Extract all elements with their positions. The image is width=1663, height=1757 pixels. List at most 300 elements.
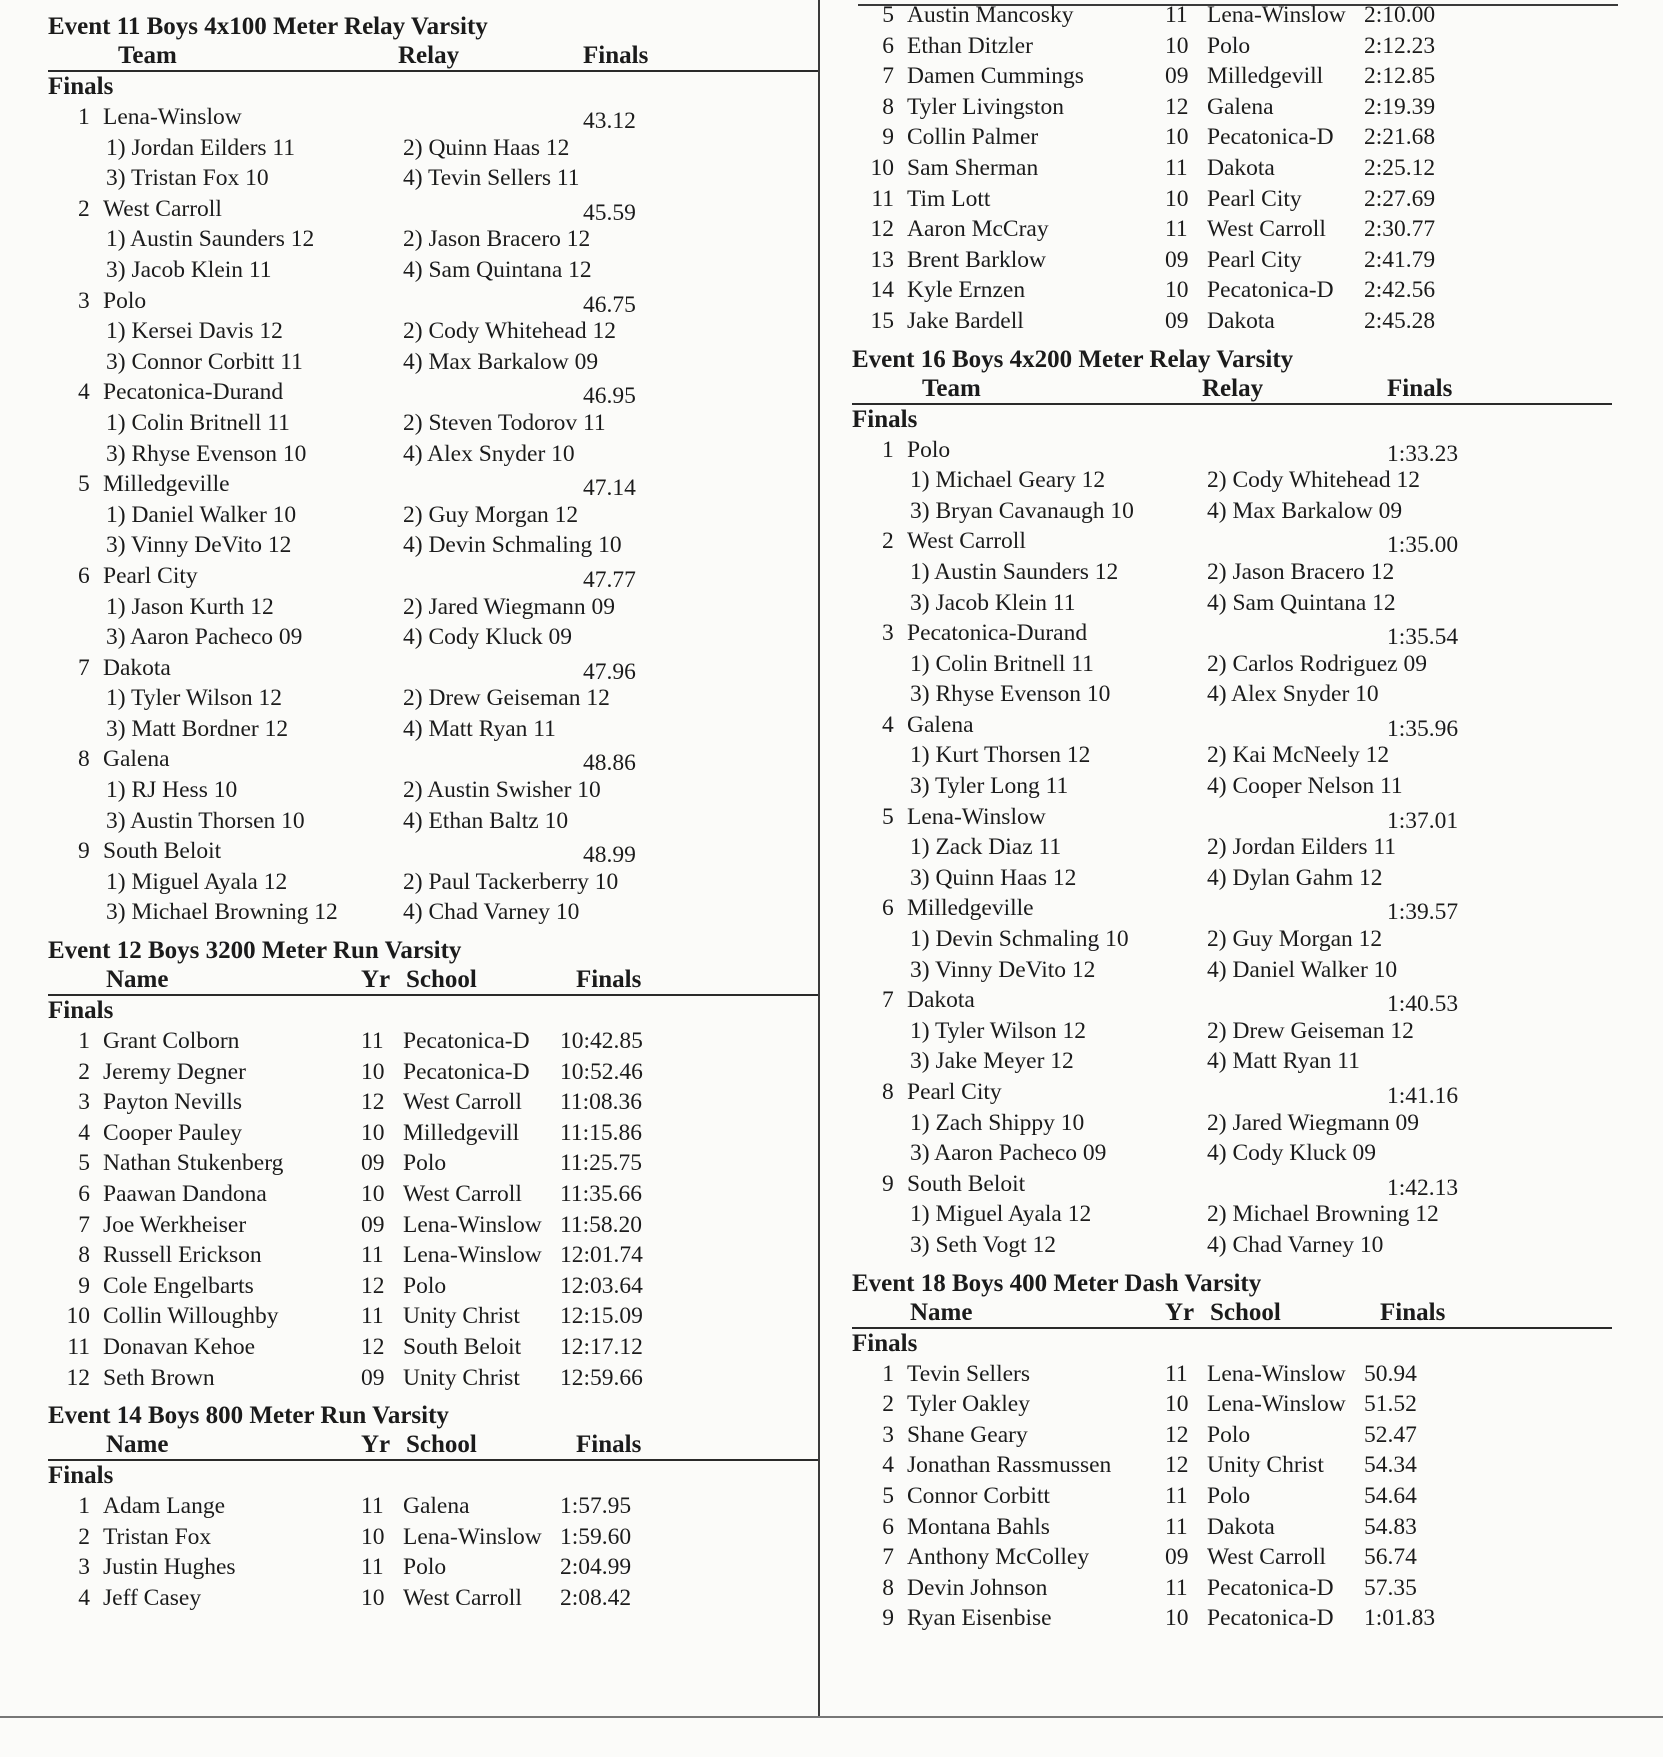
team-row: [48, 561, 818, 592]
relay-leg: 1) Jason Kurth 12: [106, 593, 274, 620]
school: West Carroll: [1207, 216, 1326, 243]
result-row: [48, 1057, 818, 1088]
bottom-rule: [0, 1716, 1663, 1718]
header-finals: Finals: [576, 1431, 642, 1459]
result-row: [852, 275, 1612, 306]
relay-leg: 2) Jared Wiegmann 09: [403, 593, 616, 620]
athlete-name: Brent Barklow: [907, 246, 1047, 273]
place: 3: [78, 1554, 90, 1581]
school: Dakota: [1207, 1513, 1275, 1540]
team-name: Galena: [103, 746, 170, 773]
athlete-name: Tevin Sellers: [907, 1360, 1031, 1387]
result-row: [48, 1583, 818, 1614]
team-name: Lena-Winslow: [907, 803, 1046, 830]
athlete-year: 10: [361, 1584, 385, 1611]
school: Lena-Winslow: [403, 1523, 542, 1550]
relay-leg: 2) Carlos Rodriguez 09: [1207, 650, 1427, 677]
relay-legs-row: [48, 500, 818, 531]
result-row: [852, 153, 1612, 184]
relay-leg: 2) Drew Geiseman 12: [1207, 1017, 1414, 1044]
relay-leg: 4) Cody Kluck 09: [1207, 1140, 1377, 1167]
finals-time: 56.74: [1364, 1544, 1417, 1571]
place: 1: [882, 436, 894, 463]
relay-leg: 2) Austin Swisher 10: [403, 777, 601, 804]
place: 7: [78, 1211, 90, 1238]
finals-time: 50.94: [1364, 1360, 1417, 1387]
school: West Carroll: [403, 1584, 522, 1611]
place: 3: [882, 1421, 894, 1448]
athlete-year: 12: [1165, 1452, 1189, 1479]
team-name: Polo: [103, 287, 147, 314]
place: 3: [78, 1089, 90, 1116]
athlete-name: Justin Hughes: [103, 1554, 236, 1581]
event-section: [852, 0, 1612, 337]
column-header-row: [48, 966, 818, 996]
athlete-name: Joe Werkheiser: [103, 1211, 247, 1238]
athlete-name: Tyler Oakley: [907, 1391, 1030, 1418]
header-relay: Relay: [398, 42, 460, 69]
right-column: [852, 0, 1612, 1642]
header-team: Team: [118, 42, 177, 69]
relay-legs-row: [852, 1016, 1612, 1047]
team-name: Milledgeville: [907, 895, 1034, 922]
athlete-year: 12: [361, 1333, 385, 1360]
finals-time: 51.52: [1364, 1391, 1417, 1418]
athlete-year: 11: [1165, 1482, 1188, 1509]
relay-leg: 3) Vinny DeVito 12: [106, 532, 292, 559]
athlete-name: Adam Lange: [103, 1493, 226, 1520]
team-name: West Carroll: [103, 195, 222, 222]
result-row: [48, 1210, 818, 1241]
athlete-year: 10: [361, 1181, 385, 1207]
team-name: Dakota: [907, 987, 975, 1014]
place: 2: [882, 528, 894, 555]
school: Pecatonica-D: [1207, 124, 1334, 151]
relay-leg: 4) Chad Varney 10: [1207, 1231, 1384, 1258]
athlete-name: Devin Johnson: [907, 1574, 1048, 1601]
relay-legs-row: [48, 867, 818, 898]
relay-leg: 1) Colin Britnell 11: [910, 650, 1094, 677]
relay-legs-row: [48, 408, 818, 439]
athlete-name: Shane Geary: [907, 1421, 1028, 1448]
team-row: [48, 377, 818, 408]
athlete-year: 12: [361, 1089, 385, 1116]
relay-leg: 4) Sam Quintana 12: [1207, 589, 1396, 616]
relay-legs-row: [48, 622, 818, 653]
school: Polo: [403, 1150, 447, 1177]
school: Unity Christ: [1207, 1452, 1324, 1479]
relay-legs-row: [852, 1108, 1612, 1139]
place: 8: [882, 93, 894, 120]
athlete-name: Cooper Pauley: [103, 1119, 243, 1146]
school: Pecatonica-D: [1207, 277, 1334, 304]
relay-leg: 4) Chad Varney 10: [403, 899, 580, 926]
result-row: [852, 184, 1612, 215]
school: Galena: [403, 1493, 470, 1520]
relay-time: 1:35.54: [1387, 624, 1459, 651]
place: 5: [882, 2, 894, 28]
column-header-row: [48, 42, 818, 72]
athlete-name: Ethan Ditzler: [907, 32, 1033, 59]
relay-leg: 3) Vinny DeVito 12: [910, 956, 1096, 983]
place: 13: [870, 246, 894, 273]
result-row: [48, 1301, 818, 1332]
left-column: [48, 0, 818, 1622]
athlete-year: 11: [1165, 1360, 1188, 1387]
athlete-year: 11: [1165, 154, 1188, 181]
athlete-name: Anthony McColley: [907, 1544, 1090, 1571]
relay-leg: 3) Jacob Klein 11: [106, 256, 272, 283]
result-row: [852, 1359, 1612, 1390]
place: 5: [882, 1482, 894, 1509]
school: Pecatonica-D: [403, 1058, 530, 1085]
finals-time: 2:21.68: [1364, 124, 1436, 151]
relay-leg: 4) Cooper Nelson 11: [1207, 773, 1403, 800]
place: 7: [882, 987, 894, 1014]
place: 9: [78, 1272, 90, 1299]
relay-leg: 1) RJ Hess 10: [106, 777, 238, 804]
school: West Carroll: [1207, 1544, 1326, 1571]
athlete-year: 09: [1165, 246, 1189, 273]
relay-legs-row: [852, 955, 1612, 986]
finals-time: 2:04.99: [560, 1554, 632, 1581]
relay-leg: 3) Austin Thorsen 10: [106, 807, 305, 834]
event-section: [48, 1401, 818, 1613]
header-finals: Finals: [1387, 374, 1453, 402]
athlete-name: Aaron McCray: [907, 216, 1049, 243]
place: 6: [78, 562, 90, 589]
column-header-row: [48, 1431, 818, 1461]
column-divider: [818, 0, 820, 1718]
relay-time: 46.95: [583, 383, 636, 410]
relay-legs-row: [852, 1230, 1612, 1261]
athlete-year: 11: [1165, 2, 1188, 28]
team-row: [48, 194, 818, 225]
athlete-name: Jonathan Rassmussen: [907, 1452, 1112, 1479]
athlete-year: 10: [1165, 124, 1189, 151]
relay-leg: 4) Max Barkalow 09: [1207, 497, 1403, 524]
finals-time: 2:08.42: [560, 1584, 632, 1611]
result-row: [852, 214, 1612, 245]
relay-leg: 3) Bryan Cavanaugh 10: [910, 497, 1134, 524]
relay-legs-row: [48, 806, 818, 837]
school: Dakota: [1207, 307, 1275, 334]
finals-time: 2:12.23: [1364, 32, 1436, 59]
column-header-row: [852, 1299, 1612, 1329]
relay-leg: 1) Austin Saunders 12: [106, 226, 315, 253]
finals-time: 2:25.12: [1364, 154, 1436, 181]
team-name: Milledgeville: [103, 471, 230, 498]
header-finals: Finals: [583, 42, 649, 69]
relay-leg: 1) Michael Geary 12: [910, 467, 1106, 494]
athlete-name: Jeremy Degner: [103, 1058, 246, 1085]
finals-time: 11:25.75: [560, 1150, 643, 1177]
place: 12: [870, 216, 894, 243]
relay-time: 1:35.00: [1387, 532, 1459, 559]
athlete-year: 10: [361, 1119, 385, 1146]
header-yr: Yr: [1165, 1298, 1195, 1326]
result-row: [852, 1389, 1612, 1420]
athlete-year: 09: [1165, 63, 1189, 90]
relay-legs-row: [48, 897, 818, 928]
athlete-name: Paawan Dandona: [103, 1181, 267, 1207]
relay-leg: 4) Dylan Gahm 12: [1207, 864, 1383, 891]
relay-leg: 1) Colin Britnell 11: [106, 409, 290, 436]
relay-leg: 3) Jake Meyer 12: [910, 1048, 1074, 1075]
result-row: [852, 31, 1612, 62]
relay-legs-row: [48, 224, 818, 255]
finals-time: 10:52.46: [560, 1058, 643, 1085]
place: 1: [78, 1493, 90, 1520]
header-finals: Finals: [576, 966, 642, 994]
athlete-year: 09: [1165, 1544, 1189, 1571]
finals-time: 2:19.39: [1364, 93, 1436, 120]
team-row: [48, 469, 818, 500]
athlete-name: Collin Palmer: [907, 124, 1039, 151]
relay-leg: 2) Kai McNeely 12: [1207, 742, 1390, 769]
place: 10: [66, 1303, 90, 1330]
relay-legs-row: [48, 592, 818, 623]
athlete-year: 09: [361, 1150, 385, 1177]
result-row: [852, 306, 1612, 337]
relay-leg: 2) Jared Wiegmann 09: [1207, 1109, 1420, 1136]
team-row: [48, 102, 818, 133]
team-name: Pearl City: [907, 1079, 1002, 1105]
finals-label: Finals: [852, 1329, 918, 1357]
result-row: [852, 92, 1612, 123]
team-name: Dakota: [103, 654, 171, 681]
relay-legs-row: [48, 439, 818, 470]
place: 7: [78, 654, 90, 681]
school: Pearl City: [1207, 185, 1302, 212]
athlete-year: 09: [1165, 307, 1189, 334]
athlete-year: 12: [361, 1272, 385, 1299]
relay-leg: 3) Rhyse Evenson 10: [106, 440, 307, 467]
relay-leg: 1) Devin Schmaling 10: [910, 926, 1129, 953]
event-title: Event 18 Boys 400 Meter Dash Varsity: [852, 1269, 1262, 1297]
school: Lena-Winslow: [403, 1211, 542, 1238]
place: 11: [871, 185, 894, 212]
finals-time: 1:59.60: [560, 1523, 632, 1550]
relay-leg: 3) Michael Browning 12: [106, 899, 338, 926]
place: 9: [882, 1170, 894, 1197]
place: 6: [882, 895, 894, 922]
relay-leg: 3) Tyler Long 11: [910, 773, 1069, 800]
relay-legs-row: [852, 1046, 1612, 1077]
place: 4: [78, 379, 90, 406]
header-name: Name: [910, 1298, 973, 1326]
result-row: [852, 1512, 1612, 1543]
team-row: [852, 802, 1612, 833]
relay-leg: 4) Matt Ryan 11: [1207, 1048, 1360, 1075]
finals-time: 10:42.85: [560, 1028, 643, 1055]
relay-leg: 3) Jacob Klein 11: [910, 589, 1076, 616]
relay-leg: 1) Tyler Wilson 12: [910, 1017, 1087, 1044]
relay-leg: 2) Guy Morgan 12: [403, 501, 579, 528]
school: Lena-Winslow: [1207, 1360, 1346, 1387]
athlete-year: 09: [361, 1211, 385, 1238]
place: 15: [870, 307, 894, 334]
place: 5: [78, 1150, 90, 1177]
relay-legs-row: [48, 316, 818, 347]
finals-time: 11:35.66: [560, 1181, 643, 1207]
relay-leg: 1) Kurt Thorsen 12: [910, 742, 1091, 769]
athlete-name: Jake Bardell: [907, 307, 1024, 334]
team-row: [852, 526, 1612, 557]
school: Polo: [1207, 1421, 1251, 1448]
finals-time: 54.34: [1364, 1452, 1417, 1479]
athlete-name: Montana Bahls: [907, 1513, 1050, 1540]
relay-leg: 1) Zack Diaz 11: [910, 834, 1062, 861]
school: Unity Christ: [403, 1364, 520, 1391]
athlete-name: Tyler Livingston: [907, 93, 1064, 120]
athlete-year: 12: [1165, 93, 1189, 120]
place: 9: [882, 124, 894, 151]
finals-time: 2:41.79: [1364, 246, 1436, 273]
result-row: [48, 1240, 818, 1271]
finals-time: 2:12.85: [1364, 63, 1436, 90]
header-school: School: [406, 966, 477, 994]
place: 5: [882, 803, 894, 830]
school: Pecatonica-D: [1207, 1574, 1334, 1601]
finals-time: 11:08.36: [560, 1089, 643, 1116]
team-name: Pecatonica-Durand: [907, 620, 1088, 647]
team-row: [48, 286, 818, 317]
relay-time: 47.96: [583, 658, 636, 685]
place: 10: [870, 154, 894, 181]
relay-leg: 2) Jordan Eilders 11: [1207, 834, 1397, 861]
athlete-name: Kyle Ernzen: [907, 277, 1026, 304]
place: 4: [78, 1584, 90, 1611]
result-row: [852, 122, 1612, 153]
relay-leg: 3) Seth Vogt 12: [910, 1231, 1057, 1258]
place: 1: [882, 1360, 894, 1387]
result-row: [852, 1603, 1612, 1634]
school: West Carroll: [403, 1181, 522, 1207]
result-row: [852, 1542, 1612, 1573]
relay-leg: 1) Zach Shippy 10: [910, 1109, 1085, 1136]
team-name: Galena: [907, 711, 974, 738]
school: Pecatonica-D: [1207, 1605, 1334, 1632]
relay-legs-row: [852, 863, 1612, 894]
finals-time: 2:45.28: [1364, 307, 1436, 334]
header-finals: Finals: [1380, 1298, 1446, 1326]
event-title: Event 12 Boys 3200 Meter Run Varsity: [48, 937, 462, 965]
event-title: Event 11 Boys 4x100 Meter Relay Varsity: [48, 13, 488, 40]
relay-legs-row: [852, 679, 1612, 710]
result-row: [48, 1363, 818, 1394]
relay-leg: 3) Tristan Fox 10: [106, 165, 269, 192]
relay-leg: 1) Daniel Walker 10: [106, 501, 297, 528]
finals-time: 2:42.56: [1364, 277, 1436, 304]
athlete-name: Seth Brown: [103, 1364, 215, 1391]
result-row: [48, 1491, 818, 1522]
relay-time: 1:35.96: [1387, 715, 1459, 742]
relay-time: 1:42.13: [1387, 1174, 1459, 1201]
result-row: [852, 1481, 1612, 1512]
header-relay: Relay: [1202, 374, 1264, 402]
finals-time: 11:58.20: [560, 1211, 643, 1238]
finals-time: 2:30.77: [1364, 216, 1436, 243]
school: Polo: [403, 1554, 447, 1581]
athlete-year: 11: [1165, 216, 1188, 243]
result-row: [48, 1522, 818, 1553]
athlete-name: Connor Corbitt: [907, 1482, 1050, 1509]
finals-time: 12:15.09: [560, 1303, 643, 1330]
team-name: South Beloit: [907, 1170, 1026, 1197]
finals-label: Finals: [48, 1462, 114, 1490]
result-row: [852, 1420, 1612, 1451]
relay-leg: 2) Drew Geiseman 12: [403, 685, 610, 712]
team-row: [48, 744, 818, 775]
athlete-year: 11: [361, 1028, 384, 1055]
athlete-name: Collin Willoughby: [103, 1303, 279, 1330]
relay-leg: 2) Michael Browning 12: [1207, 1201, 1439, 1228]
athlete-name: Sam Sherman: [907, 154, 1039, 181]
athlete-name: Ryan Eisenbise: [907, 1605, 1052, 1632]
team-row: [852, 1169, 1612, 1200]
relay-leg: 1) Jordan Eilders 11: [106, 134, 296, 161]
result-row: [48, 1087, 818, 1118]
team-name: Lena-Winslow: [103, 104, 242, 130]
column-header-row: [852, 375, 1612, 405]
relay-leg: 1) Austin Saunders 12: [910, 558, 1119, 585]
relay-legs-row: [852, 924, 1612, 955]
athlete-year: 11: [361, 1493, 384, 1520]
school: South Beloit: [403, 1333, 522, 1360]
place: 7: [882, 1544, 894, 1571]
result-row: [852, 1450, 1612, 1481]
school: Lena-Winslow: [1207, 2, 1346, 28]
header-name: Name: [106, 1431, 169, 1459]
finals-time: 12:03.64: [560, 1272, 643, 1299]
school: Dakota: [1207, 154, 1275, 181]
finals-time: 1:01.83: [1364, 1605, 1436, 1632]
event-section: [852, 1269, 1612, 1634]
athlete-year: 11: [1165, 1574, 1188, 1601]
relay-leg: 4) Ethan Baltz 10: [403, 807, 569, 834]
relay-leg: 4) Tevin Sellers 11: [403, 165, 580, 192]
place: 8: [882, 1079, 894, 1105]
finals-time: 1:57.95: [560, 1493, 632, 1520]
relay-leg: 3) Aaron Pacheco 09: [106, 624, 303, 651]
place: 6: [78, 1181, 90, 1207]
place: 2: [78, 195, 90, 222]
relay-legs-row: [852, 649, 1612, 680]
athlete-year: 10: [1165, 185, 1189, 212]
school: West Carroll: [403, 1089, 522, 1116]
relay-time: 1:40.53: [1387, 991, 1459, 1018]
relay-leg: 4) Alex Snyder 10: [403, 440, 575, 467]
relay-leg: 1) Tyler Wilson 12: [106, 685, 283, 712]
relay-leg: 4) Alex Snyder 10: [1207, 681, 1379, 708]
finals-time: 54.83: [1364, 1513, 1417, 1540]
athlete-year: 12: [1165, 1421, 1189, 1448]
place: 9: [882, 1605, 894, 1632]
team-row: [852, 985, 1612, 1016]
finals-time: 2:27.69: [1364, 185, 1436, 212]
relay-leg: 2) Jason Bracero 12: [403, 226, 591, 253]
relay-legs-row: [852, 465, 1612, 496]
athlete-year: 11: [361, 1242, 384, 1269]
finals-label: Finals: [48, 997, 114, 1025]
result-row: [48, 1552, 818, 1583]
relay-time: 1:41.16: [1387, 1083, 1459, 1109]
event-section: [48, 12, 818, 928]
result-row: [48, 1179, 818, 1210]
relay-time: 1:33.23: [1387, 440, 1459, 467]
result-row: [48, 1271, 818, 1302]
